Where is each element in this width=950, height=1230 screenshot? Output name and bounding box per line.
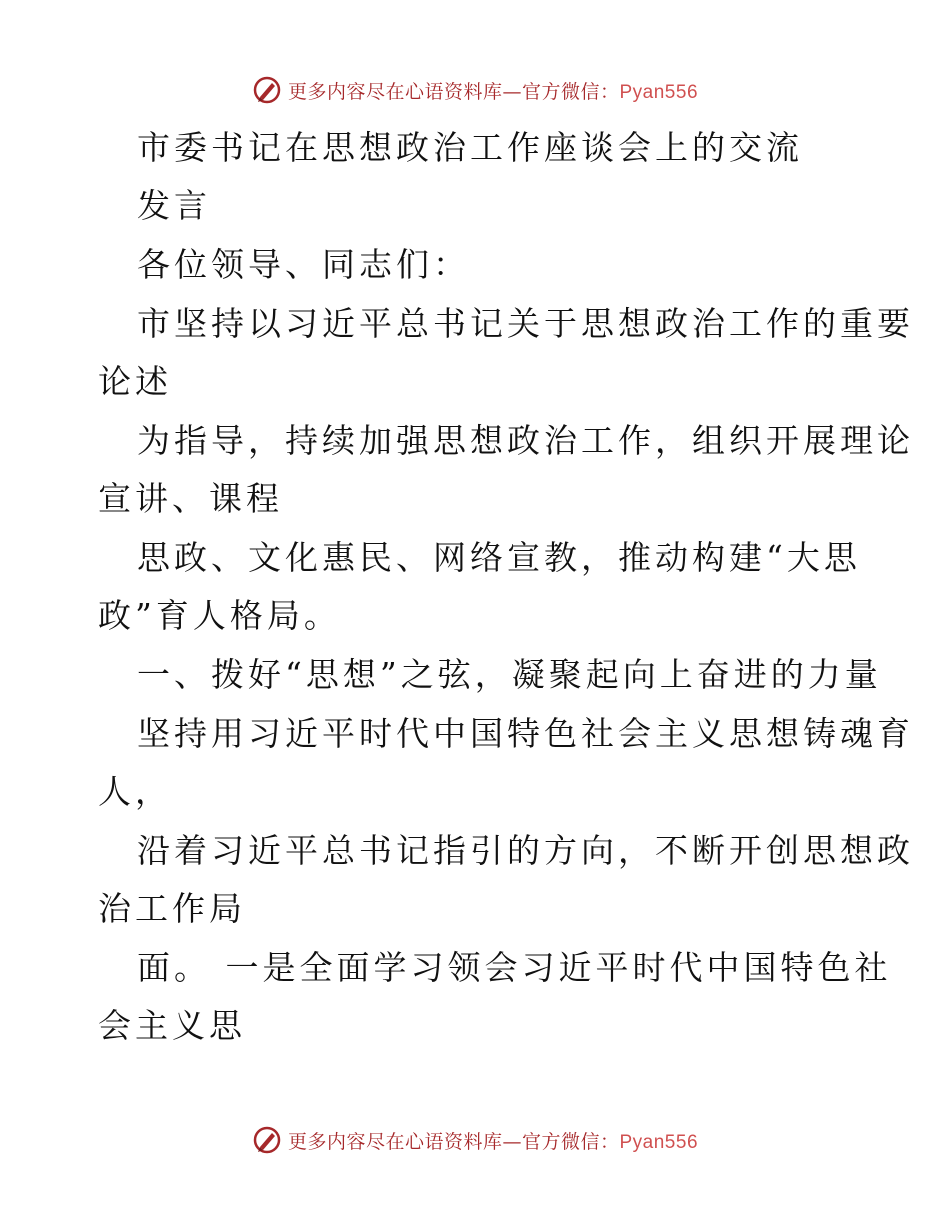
paragraph-line: 面。 一是全面学习领会习近平时代中国特色社: [137, 948, 892, 987]
banner-main-text: 更多内容尽在心语资料库—官方微信：: [287, 1130, 620, 1153]
header-banner: [0, 70, 950, 110]
banner-text: [288, 77, 698, 104]
paragraph-line: 为指导，持续加强思想政治工作，组织开展理论: [137, 421, 914, 460]
pen-logo-icon: [252, 1125, 282, 1155]
pen-logo-icon: [252, 75, 282, 105]
paragraph-line: 人，: [98, 772, 172, 811]
paragraph-line: 政”育人格局。: [98, 596, 341, 635]
paragraph-line: 沿着习近平总书记指引的方向，不断开创思想政: [137, 831, 914, 870]
paragraph-line: 论述: [98, 362, 172, 401]
salutation: 各位领导、同志们：: [137, 245, 470, 284]
banner-text: [288, 1127, 698, 1154]
paragraph-line: 宣讲、课程: [98, 479, 283, 518]
footer-banner: [0, 1120, 950, 1160]
paragraph-line: 思政、文化惠民、网络宣教，推动构建“大思: [137, 538, 861, 577]
document-title-line-1: 市委书记在思想政治工作座谈会上的交流: [137, 128, 803, 167]
section-heading: 一、拨好“思想”之弦，凝聚起向上奋进的力量: [137, 655, 882, 694]
paragraph-line: 坚持用习近平时代中国特色社会主义思想铸魂育: [137, 714, 914, 753]
paragraph-line: 会主义思: [98, 1006, 246, 1045]
paragraph-line: 治工作局: [98, 889, 246, 928]
document-title-line-2: 发言: [137, 186, 211, 225]
banner-wechat-handle: Pyan556: [619, 81, 699, 103]
banner-wechat-handle: Pyan556: [619, 1131, 699, 1153]
paragraph-line: 市坚持以习近平总书记关于思想政治工作的重要: [137, 304, 914, 343]
banner-main-text: 更多内容尽在心语资料库—官方微信：: [287, 80, 620, 103]
